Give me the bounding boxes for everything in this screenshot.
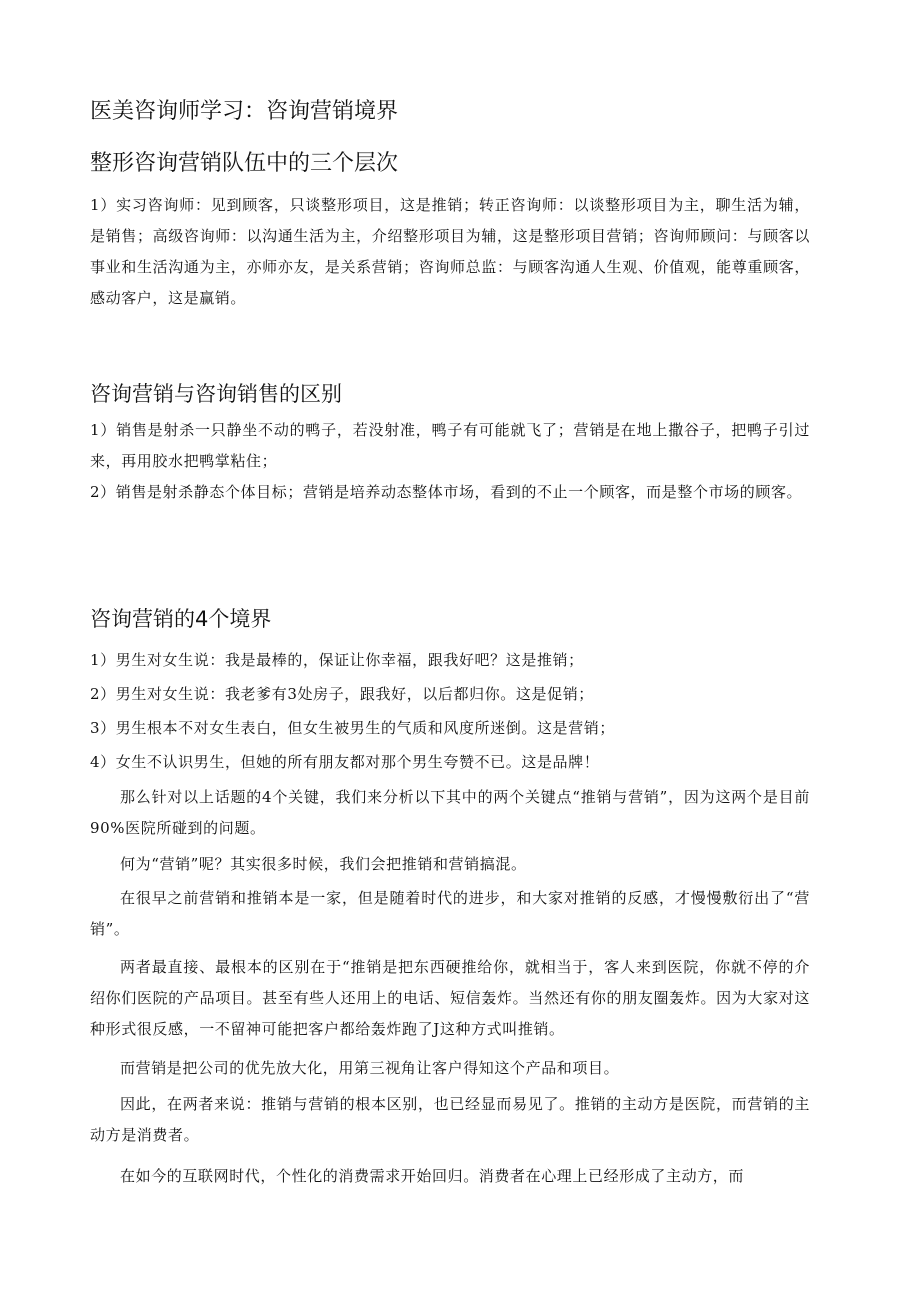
body-paragraph-2: 何为“营销”呢？其实很多时候，我们会把推销和营销搞混。 <box>120 855 527 873</box>
level-item-4: 4）女生不认识男生，但她的所有朋友都对那个男生夸赞不已。这是品牌！ <box>90 753 600 771</box>
intro-paragraph: 1）实习咨询师：见到顾客，只谈整形项目，这是推销；转正咨询师：以谈整形项目为主，聊生活为辅，是销售；高级咨询师：以沟通生活为主，介绍整形项目为辅，这是整形项目营销；咨询师顾问：与顾客以事业和生活沟通为主，亦师亦友，是关系营销；咨询师总监：与顾客沟通人生观、价值观，能尊重顾客，感动客户，这是赢销。 <box>90 196 810 307</box>
section-heading-levels: 咨询营销的4个境界 <box>90 607 272 631</box>
body-paragraph-3: 在很早之前营销和推销本是一家，但是随着时代的进步，和大家对推销的反感，才慢慢敷衍出了“营销”。 <box>90 889 810 938</box>
difference-item-2: 2）销售是射杀静态个体目标；营销是培养动态整体市场，看到的不止一个顾客，而是整个市场的顾客。 <box>90 483 803 501</box>
level-item-1: 1）男生对女生说：我是最棒的，保证让你幸福，跟我好吧？这是推销； <box>90 651 584 669</box>
body-paragraph-1: 那么针对以上话题的4个关键，我们来分析以下其中的两个关键点“推销与营销”，因为这两个是目前90%医院所碰到的问题。 <box>90 788 810 837</box>
level-item-2: 2）男生对女生说：我老爹有3处房子，跟我好，以后都归你。这是促销； <box>90 685 594 703</box>
body-paragraph-7: 在如今的互联网时代，个性化的消费需求开始回归。消费者在心理上已经形成了主动方，而 <box>120 1167 745 1185</box>
difference-item-1: 1）销售是射杀一只静坐不动的鸭子，若没射准，鸭子有可能就飞了；营销是在地上撒谷子，把鸭子引过来，再用胶水把鸭掌粘住； <box>90 421 810 470</box>
section-heading-difference: 咨询营销与咨询销售的区别 <box>90 382 342 406</box>
body-paragraph-5: 而营销是把公司的优先放大化，用第三视角让客户得知这个产品和项目。 <box>120 1059 620 1077</box>
page-title: 医美咨询师学习：咨询营销境界 <box>90 99 399 124</box>
subtitle: 整形咨询营销队伍中的三个层次 <box>90 151 399 176</box>
body-paragraph-4: 两者最直接、最根本的区别在于“推销是把东西硬推给你，就相当于，客人来到医院，你就不停的介绍你们医院的产品项目。甚至有些人还用上的电话、短信轰炸。当然还有你的朋友圈轰炸。因为大家对这种形式很反感，一不留神可能把客户都给轰炸跑了J这种方式叫推销。 <box>90 958 810 1038</box>
level-item-3: 3）男生根本不对女生表白，但女生被男生的气质和风度所迷倒。这是营销； <box>90 719 615 737</box>
body-paragraph-6: 因此，在两者来说：推销与营销的根本区别，也已经显而易见了。推销的主动方是医院，而营销的主动方是消费者。 <box>90 1095 810 1144</box>
